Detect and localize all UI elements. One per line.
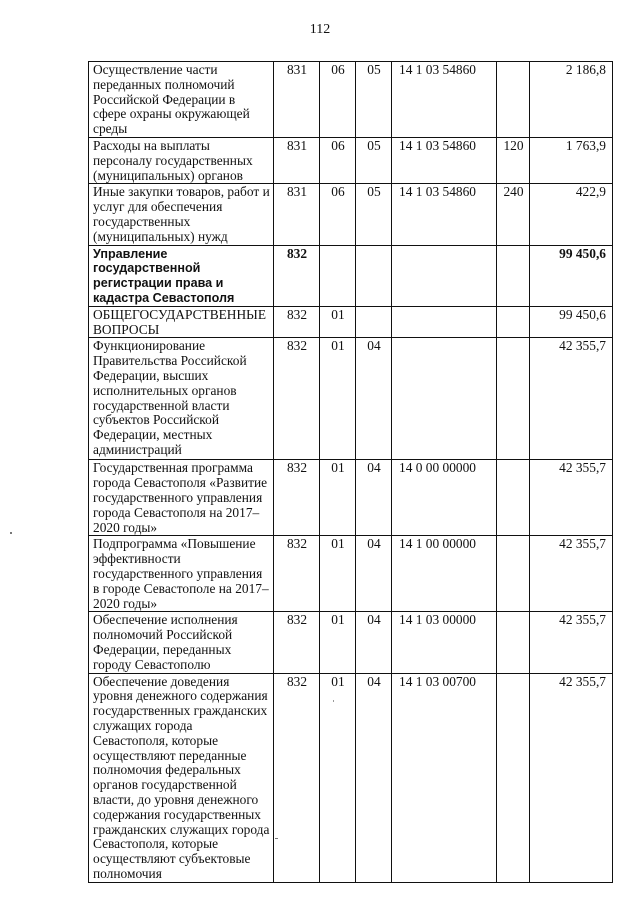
row-gr: 832 [274,245,320,306]
row-csr [392,306,497,338]
row-csr [392,245,497,306]
row-name: Иные закупки товаров, работ и услуг для обеспечения государственных (муниципальных) нужд [89,184,274,245]
row-name: Расходы на выплаты персоналу государственных (муниципальных) органов [89,137,274,183]
row-gr: 831 [274,184,320,245]
table-row [89,184,613,245]
row-vr [497,536,530,612]
row-name: Функционирование Правительства Российской Федерации, высших исполнительных органов государственной власти субъектов Российской Федерации, местных администраций [89,338,274,460]
row-pr: 04 [356,338,392,460]
row-csr [392,338,497,460]
row-csr: 14 1 03 54860 [392,137,497,183]
row-name: Обеспечение исполнения полномочий Российской Федерации, переданных городу Севастополю [89,612,274,673]
row-gr: 832 [274,460,320,536]
row-rz: 01 [320,460,356,536]
row-csr: 14 0 00 00000 [392,460,497,536]
row-vr [497,306,530,338]
row-pr [356,245,392,306]
row-sum: 42 355,7 [530,673,613,882]
row-rz: 01 [320,673,356,882]
row-sum: 99 450,6 [530,245,613,306]
scan-speck [10,532,12,534]
row-gr: 832 [274,673,320,882]
row-gr: 832 [274,306,320,338]
row-pr: 05 [356,184,392,245]
row-name: ОБЩЕГОСУДАРСТВЕННЫЕ ВОПРОСЫ [89,306,274,338]
table-row [89,612,613,673]
row-vr: 240 [497,184,530,245]
row-sum: 99 450,6 [530,306,613,338]
row-pr: 05 [356,137,392,183]
row-sum: 42 355,7 [530,338,613,460]
row-name: Осуществление части переданных полномочий Российской Федерации в сфере охраны окружающей среды [89,62,274,138]
row-csr: 14 1 03 00000 [392,612,497,673]
row-csr: 14 1 03 54860 [392,184,497,245]
row-gr: 832 [274,612,320,673]
row-vr [497,460,530,536]
row-vr [497,612,530,673]
row-vr: 120 [497,137,530,183]
row-csr: 14 1 03 00700 [392,673,497,882]
budget-table [88,61,613,883]
row-rz: 01 [320,338,356,460]
row-sum: 42 355,7 [530,460,613,536]
row-rz: 01 [320,306,356,338]
table-row [89,338,613,460]
row-rz: 01 [320,612,356,673]
row-sum: 1 763,9 [530,137,613,183]
row-rz: 06 [320,62,356,138]
table-row [89,245,613,306]
row-gr: 831 [274,62,320,138]
table-row [89,62,613,138]
table-row [89,137,613,183]
row-csr: 14 1 00 00000 [392,536,497,612]
row-sum: 422,9 [530,184,613,245]
row-name: Управление государственной регистрации права и кадастра Севастополя [89,245,274,306]
row-name: Обеспечение доведения уровня денежного содержания государственных гражданских служащих города Севастополя, которые осуществляют переданные полномочия федеральных органов государственной власти, до уровня денежного содержания государственных гражданских служащих города Севастополя, которые осуществляют субъектовые полномочия [89,673,274,882]
table-row [89,536,613,612]
row-name: Подпрограмма «Повышение эффективности государственного управления в городе Севастополе на 2017–2020 годы» [89,536,274,612]
row-csr: 14 1 03 54860 [392,62,497,138]
table-row [89,673,613,882]
row-sum: 42 355,7 [530,536,613,612]
row-gr: 832 [274,536,320,612]
row-name: Государственная программа города Севастополя «Развитие государственного управления города Севастополя на 2017–2020 годы» [89,460,274,536]
row-rz [320,245,356,306]
row-sum: 42 355,7 [530,612,613,673]
row-pr: 04 [356,460,392,536]
row-pr [356,306,392,338]
row-rz: 06 [320,184,356,245]
row-gr: 831 [274,137,320,183]
scan-speck [275,838,278,839]
row-gr: 832 [274,338,320,460]
row-sum: 2 186,8 [530,62,613,138]
row-pr: 04 [356,673,392,882]
row-vr [497,338,530,460]
page-number: 112 [309,22,331,37]
row-vr [497,62,530,138]
table-row [89,306,613,338]
row-rz: 06 [320,137,356,183]
row-vr [497,245,530,306]
scan-speck [333,700,334,702]
row-rz: 01 [320,536,356,612]
table-row [89,460,613,536]
row-pr: 04 [356,612,392,673]
row-pr: 04 [356,536,392,612]
row-pr: 05 [356,62,392,138]
row-vr [497,673,530,882]
